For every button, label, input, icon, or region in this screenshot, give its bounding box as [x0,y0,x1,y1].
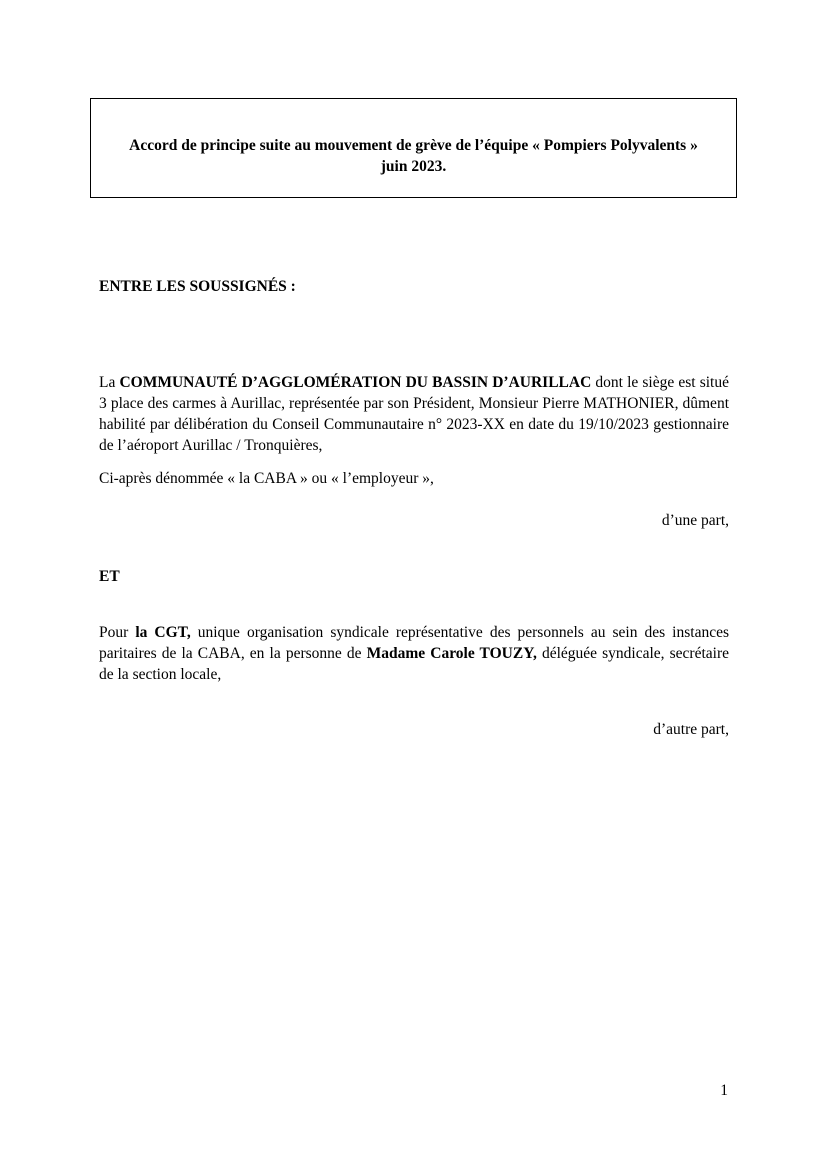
party2-paragraph [99,622,729,685]
title-line-1: Accord de principe suite au mouvement de grève de l’équipe « Pompiers Polyvalents » [129,137,698,154]
party2-prefix: Pour [99,624,136,641]
party2-closing: d’autre part, [653,721,729,738]
party2-description-b: déléguée syndicale, secrétaire de la section locale, [99,645,729,683]
party2-name: la CGT, [135,624,191,641]
document-title [129,119,698,177]
party1-prefix: La [99,374,120,391]
parties-heading: ENTRE LES SOUSSIGNÉS : [99,278,296,295]
conjunction-et: ET [99,568,120,585]
page-number: 1 [720,1082,728,1099]
party2-description-a: unique organisation syndicale représentative des personnels au sein des instances paritaires de la CABA, en la personne de [99,624,729,662]
party1-name: COMMUNAUTÉ D’AGGLOMÉRATION DU BASSIN D’AURILLAC [119,374,592,391]
party1-paragraph [99,372,729,456]
party1-closing: d’une part, [661,512,729,529]
party1-description: dont le siège est situé 3 place des carmes à Aurillac, représentée par son Président, Monsieur Pierre MATHONIER, dûment habilité par délibération du Conseil Communautaire n° 2023-XX en date du 19/10/2023 gestionnaire de l’aéroport Aurillac / Tronquières, [99,374,729,454]
title-box [90,98,737,198]
party2-representative: Madame Carole TOUZY, [366,645,537,662]
party1-designation: Ci-après dénommée « la CABA » ou « l’employeur », [99,470,434,487]
title-line-2: juin 2023. [380,158,447,175]
